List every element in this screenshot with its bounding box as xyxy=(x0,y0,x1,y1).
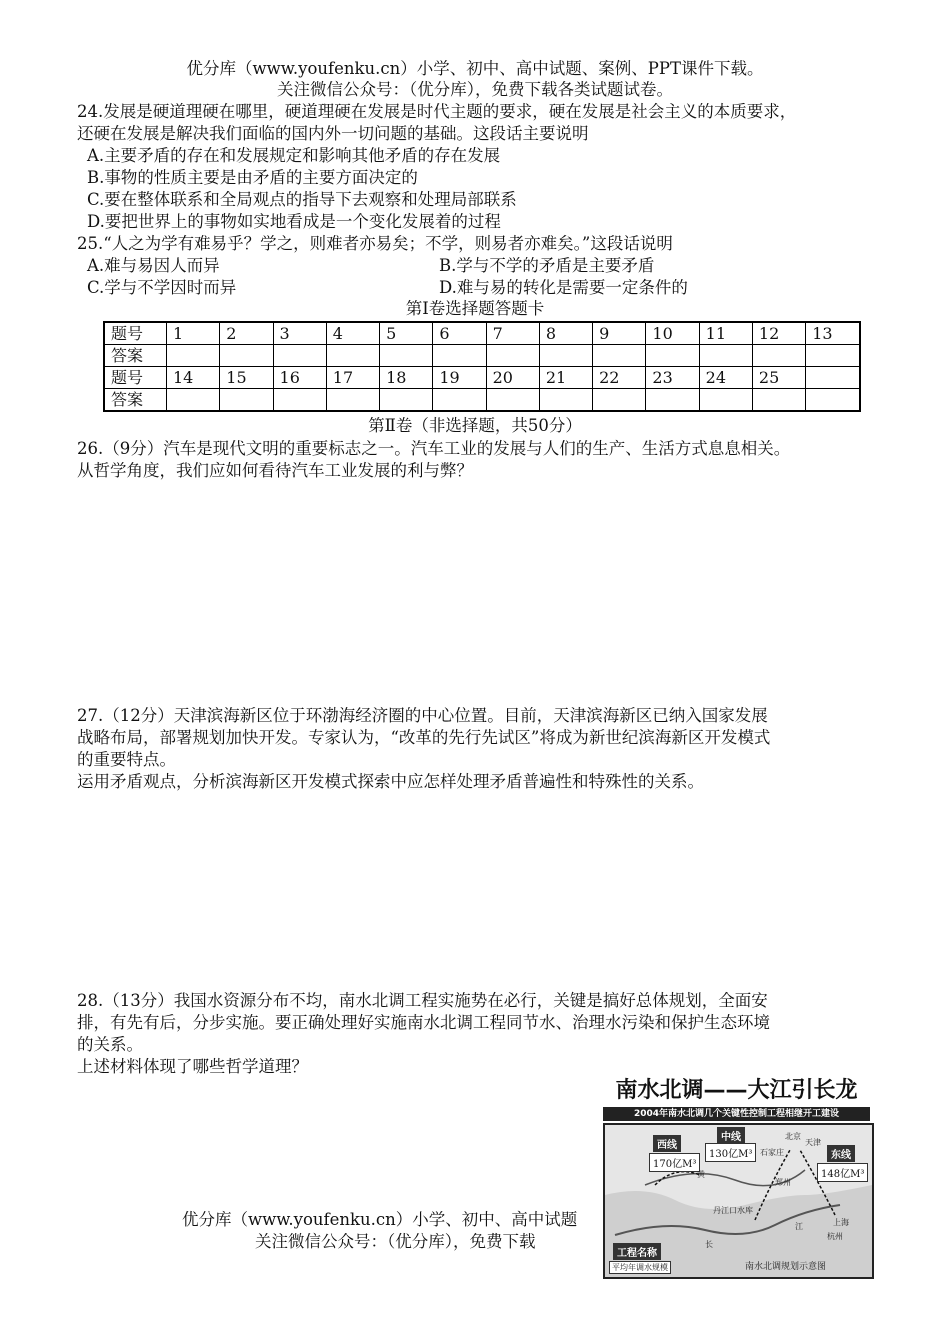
city-beijing: 北京 xyxy=(785,1132,801,1141)
q24-stem-1: 24.发展是硬道理硬在哪里，硬道理硬在发展是时代主题的要求，硬在发展是社会主义的本质要求， xyxy=(77,102,797,121)
q24-option-d: D.要把世界上的事物如实地看成是一个变化发展着的过程 xyxy=(87,212,501,231)
q28-line-2: 排，有先有后，分步实施。要正确处理好实施南水北调工程同节水、治理水污染和保护生态环境 xyxy=(77,1013,770,1032)
num-cell: 18 xyxy=(380,367,433,389)
q25-option-d: D.难与易的转化是需要一定条件的 xyxy=(439,278,688,297)
south-north-water-map xyxy=(599,1077,874,1277)
answer-card-table xyxy=(103,321,861,412)
num-cell: 10 xyxy=(646,322,699,345)
answer-cell[interactable] xyxy=(433,389,486,412)
label-number: 题号 xyxy=(104,322,167,345)
river-label-chang: 长 xyxy=(705,1240,713,1249)
answer-cell[interactable] xyxy=(486,389,539,412)
answer-cell[interactable] xyxy=(699,389,752,412)
answer-cell[interactable] xyxy=(326,389,379,412)
middle-route-value: 130亿M³ xyxy=(705,1143,756,1162)
answer-cell[interactable] xyxy=(539,345,592,367)
q27-line-2: 战略布局，部署规划加快开发。专家认为，“改革的先行先试区”将成为新世纪滨海新区开发模式 xyxy=(77,728,771,747)
answer-cell[interactable] xyxy=(539,389,592,412)
q24-stem-2: 还硬在发展是解决我们面临的国内外一切问题的基础。这段话主要说明 xyxy=(77,124,589,143)
q27-line-4: 运用矛盾观点，分析滨海新区开发模式探索中应怎样处理矛盾普遍性和特殊性的关系。 xyxy=(77,772,704,791)
part2-title: 第Ⅱ卷（非选择题，共50分） xyxy=(368,416,582,435)
answer-cell[interactable] xyxy=(806,389,860,412)
answer-cell[interactable] xyxy=(806,345,860,367)
east-route-label: 东线 xyxy=(827,1145,855,1162)
map-figure xyxy=(603,1123,874,1279)
num-cell: 13 xyxy=(806,322,860,345)
answer-cell[interactable] xyxy=(167,345,220,367)
num-cell: 7 xyxy=(486,322,539,345)
num-cell: 9 xyxy=(593,322,646,345)
q25-option-b: B.学与不学的矛盾是主要矛盾 xyxy=(439,256,655,275)
answer-cell[interactable] xyxy=(646,345,699,367)
q25-stem: 25.“人之为学有难易乎？学之，则难者亦易矣；不学，则易者亦难矣。”这段话说明 xyxy=(77,234,673,253)
city-shanghai: 上海 xyxy=(833,1218,849,1227)
num-cell: 17 xyxy=(326,367,379,389)
num-cell xyxy=(806,367,860,389)
city-hangzhou: 杭州 xyxy=(827,1232,843,1241)
answer-row-blanks-2 xyxy=(104,389,860,412)
answer-cell[interactable] xyxy=(380,389,433,412)
answer-row-numbers-1 xyxy=(104,322,860,345)
legend-annual-volume: 平均年调水规模 xyxy=(609,1261,671,1274)
map-subtitle: 2004年南水北调几个关键性控制工程相继开工建设 xyxy=(603,1107,870,1121)
middle-route-label: 中线 xyxy=(717,1127,745,1144)
answer-cell[interactable] xyxy=(433,345,486,367)
num-cell: 23 xyxy=(646,367,699,389)
num-cell: 3 xyxy=(273,322,326,345)
answer-cell[interactable] xyxy=(380,345,433,367)
q28-line-4: 上述材料体现了哪些哲学道理？ xyxy=(77,1057,308,1076)
answer-cell[interactable] xyxy=(273,345,326,367)
q27-line-3: 的重要特点。 xyxy=(77,750,176,769)
answer-cell[interactable] xyxy=(220,345,273,367)
answer-cell[interactable] xyxy=(486,345,539,367)
city-zhengzhou: 郑州 xyxy=(775,1178,791,1187)
legend-project-name: 工程名称 xyxy=(613,1243,661,1260)
map-caption: 南水北调规划示意图 xyxy=(745,1262,827,1272)
west-route-value: 170亿M³ xyxy=(649,1153,700,1172)
num-cell: 4 xyxy=(326,322,379,345)
q25-option-a: A.难与易因人而异 xyxy=(87,256,220,275)
danjiangkou-reservoir: 丹江口水库 xyxy=(713,1206,753,1215)
map-title: 南水北调——大江引长龙 xyxy=(615,1078,858,1103)
q27-line-1: 27.（12分）天津滨海新区位于环渤海经济圈的中心位置。目前，天津滨海新区已纳入国家发展 xyxy=(77,706,768,725)
answer-cell[interactable] xyxy=(167,389,220,412)
q26-line-1: 26.（9分）汽车是现代文明的重要标志之一。汽车工业的发展与人们的生产、生活方式息息相关。 xyxy=(77,439,791,458)
answer-row-numbers-2 xyxy=(104,367,860,389)
label-number: 题号 xyxy=(104,367,167,389)
header-line-1: 优分库（www.youfenku.cn）小学、初中、高中试题、案例、PPT课件下载。 xyxy=(186,59,764,78)
answer-cell[interactable] xyxy=(326,345,379,367)
east-route-value: 148亿M³ xyxy=(817,1163,868,1182)
num-cell: 14 xyxy=(167,367,220,389)
q24-option-b: B.事物的性质主要是由矛盾的主要方面决定的 xyxy=(87,168,418,187)
footer-line-2: 关注微信公众号：（优分库），免费下载 xyxy=(255,1232,536,1251)
num-cell: 8 xyxy=(539,322,592,345)
city-tianjin: 天津 xyxy=(805,1138,821,1147)
q24-option-a: A.主要矛盾的存在和发展规定和影响其他矛盾的存在发展 xyxy=(87,146,501,165)
river-label-jiang: 江 xyxy=(795,1222,803,1231)
num-cell: 1 xyxy=(167,322,220,345)
num-cell: 24 xyxy=(699,367,752,389)
num-cell: 16 xyxy=(273,367,326,389)
answer-cell[interactable] xyxy=(646,389,699,412)
river-label-huang: 黄 xyxy=(697,1170,705,1179)
num-cell: 5 xyxy=(380,322,433,345)
num-cell: 20 xyxy=(486,367,539,389)
answer-cell[interactable] xyxy=(752,345,805,367)
west-route-label: 西线 xyxy=(653,1135,681,1152)
label-answer: 答案 xyxy=(104,345,167,367)
num-cell: 15 xyxy=(220,367,273,389)
label-answer: 答案 xyxy=(104,389,167,412)
num-cell: 2 xyxy=(220,322,273,345)
city-shijiazhuang: 石家庄 xyxy=(760,1148,784,1157)
num-cell: 25 xyxy=(752,367,805,389)
answer-cell[interactable] xyxy=(593,345,646,367)
num-cell: 6 xyxy=(433,322,486,345)
answer-cell[interactable] xyxy=(752,389,805,412)
num-cell: 21 xyxy=(539,367,592,389)
answer-cell[interactable] xyxy=(220,389,273,412)
q28-line-1: 28.（13分）我国水资源分布不均，南水北调工程实施势在必行，关键是搞好总体规划，全面安 xyxy=(77,991,768,1010)
num-cell: 19 xyxy=(433,367,486,389)
answer-cell[interactable] xyxy=(699,345,752,367)
num-cell: 22 xyxy=(593,367,646,389)
q25-option-c: C.学与不学因时而异 xyxy=(87,278,237,297)
num-cell: 11 xyxy=(699,322,752,345)
answer-card-title: 第Ⅰ卷选择题答题卡 xyxy=(405,299,545,318)
answer-row-blanks-1 xyxy=(104,345,860,367)
q24-option-c: C.要在整体联系和全局观点的指导下去观察和处理局部联系 xyxy=(87,190,517,209)
num-cell: 12 xyxy=(752,322,805,345)
header-line-2: 关注微信公众号：（优分库），免费下载各类试题试卷。 xyxy=(277,80,673,99)
footer-line-1: 优分库（www.youfenku.cn）小学、初中、高中试题 xyxy=(182,1210,578,1229)
q26-line-2: 从哲学角度，我们应如何看待汽车工业发展的利与弊？ xyxy=(77,461,473,480)
answer-cell[interactable] xyxy=(273,389,326,412)
q28-line-3: 的关系。 xyxy=(77,1035,143,1054)
answer-cell[interactable] xyxy=(593,389,646,412)
